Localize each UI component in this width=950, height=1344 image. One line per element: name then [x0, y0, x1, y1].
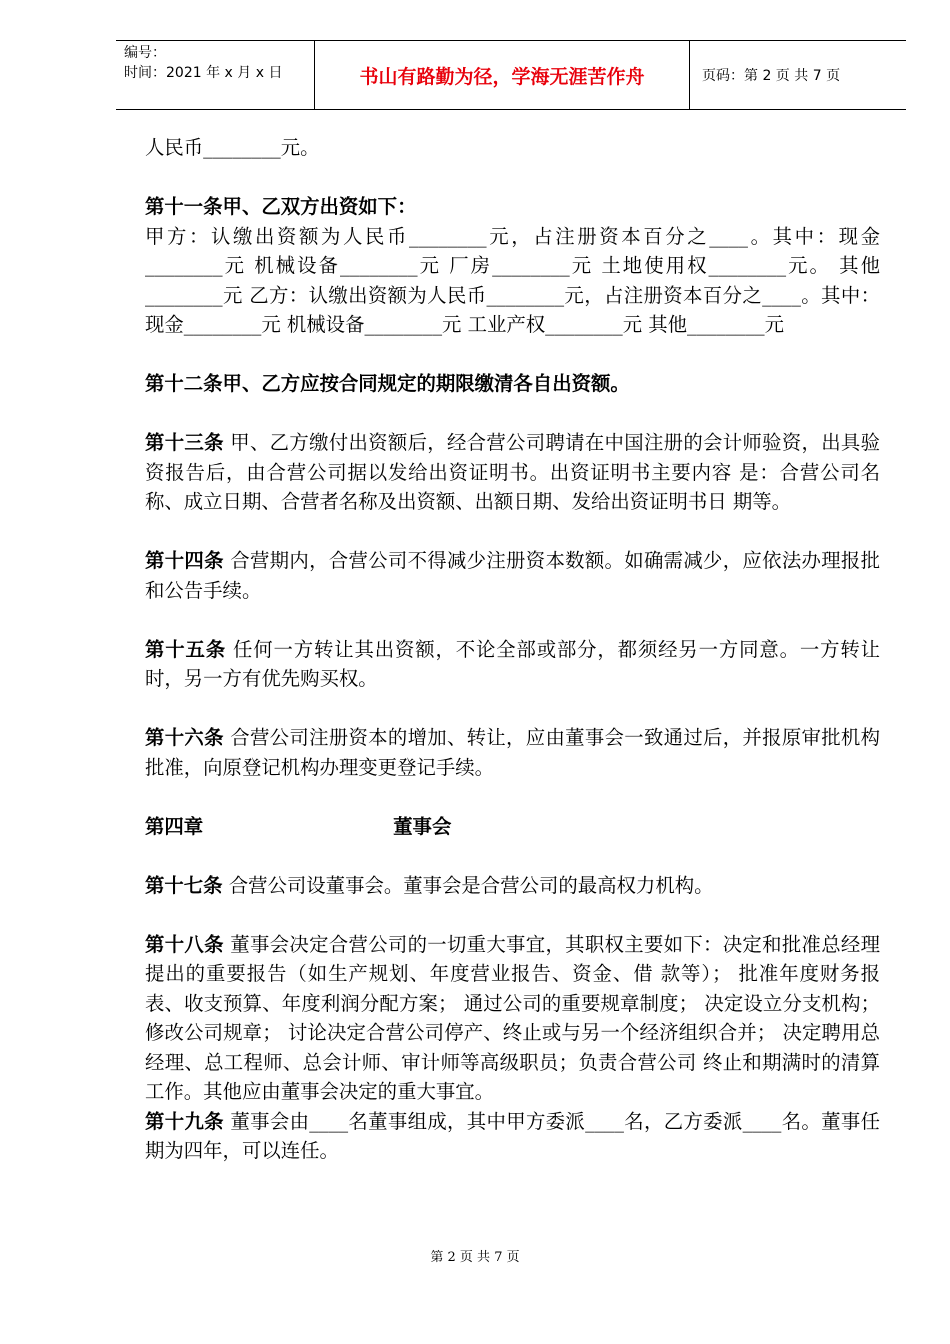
- article-16: [145, 723, 880, 782]
- header-page-number: 页码：第 2 页 共 7 页: [702, 68, 841, 84]
- article-13: [145, 428, 880, 517]
- article-14-title: 第十四条: [145, 549, 224, 572]
- article-19-title: 第十九条: [145, 1109, 224, 1133]
- article-13-title: 第十三条: [145, 431, 224, 454]
- header-motto: 书山有路勤为径，学海无涯苦作舟: [314, 41, 690, 109]
- chapter-4-heading: [145, 812, 880, 842]
- article-12-title: 第十二条甲、乙方应按合同规定的期限缴清各自出资额。: [145, 372, 630, 395]
- article-14-text: 合营期内，合营公司不得减少注册资本数额。如确需减少，应依法办理报批和公告手续。: [145, 549, 881, 602]
- article-17: [145, 871, 880, 901]
- article-15: [145, 635, 880, 694]
- document-body: [145, 133, 880, 1166]
- article-18: [145, 930, 880, 1107]
- header-meta: [116, 41, 314, 109]
- header-time: 时间：2021 年 x 月 x 日: [124, 65, 283, 81]
- article-11-text: 甲方：认缴出资额为人民币________元，占注册资本百分之____。其中：现金________元 机械设备________元 厂房________元 土地使用权________元。 其他________元 乙方：认缴出资额为人民币________元，占注册资本百分之____。其中：现金________元 机械设备________元 工业产权________元 其他________元: [145, 224, 880, 336]
- article-11-title: 第十一条甲、乙双方出资如下：: [145, 195, 417, 218]
- article-15-title: 第十五条: [145, 637, 226, 661]
- page-footer: 第 2 页 共 7 页: [430, 1250, 520, 1265]
- article-19-text: 董事会由____名董事组成，其中甲方委派____名，乙方委派____名。董事任期为四年，可以连任。: [145, 1109, 880, 1162]
- header-number: 编号：: [124, 45, 166, 61]
- article-18-text: 董事会决定合营公司的一切重大事宜，其职权主要如下：决定和批准总经理提出的重要报告（如生产规划、年度营业报告、资金、借 款等）； 批准年度财务报表、收支预算、年度利润分配方案； 通过公司的重要规章制度； 决定设立分支机构；修改公司规章； 讨论决定合营公司停产、终止或与另一个经济组织合并； 决定聘用总经理、总工程师、总会计师、审计师等高级职员；负责合营公司 终止和期满时的清算工作。其他应由董事会决定的重大事宜。: [145, 932, 881, 1103]
- paragraph-rmb: 人民币________元。: [145, 136, 320, 159]
- article-15-text: 任何一方转让其出资额，不论全部或部分，都须经另一方同意。一方转让时，另一方有优先购买权。: [145, 637, 881, 690]
- article-18-title: 第十八条: [145, 932, 224, 956]
- article-16-text: 合营公司注册资本的增加、转让，应由董事会一致通过后，并报原审批机构批准，向原登记机构办理变更登记手续。: [145, 726, 881, 779]
- article-19: [145, 1107, 880, 1166]
- chapter-4-title: 董事会: [393, 814, 452, 838]
- chapter-4-label: 第四章: [145, 814, 204, 838]
- article-16-title: 第十六条: [145, 726, 224, 749]
- article-13-text: 甲、乙方缴付出资额后，经合营公司聘请在中国注册的会计师验资，出具验资报告后，由合营公司据以发给出资证明书。出资证明书主要内容 是：合营公司名称、成立日期、合营者名称及出资额、出额日期、发给出资证明书日 期等。: [145, 431, 881, 513]
- page-header: [116, 40, 906, 110]
- article-14: [145, 546, 880, 605]
- article-17-title: 第十七条: [145, 873, 223, 897]
- article-17-text: 合营公司设董事会。董事会是合营公司的最高权力机构。: [228, 873, 714, 897]
